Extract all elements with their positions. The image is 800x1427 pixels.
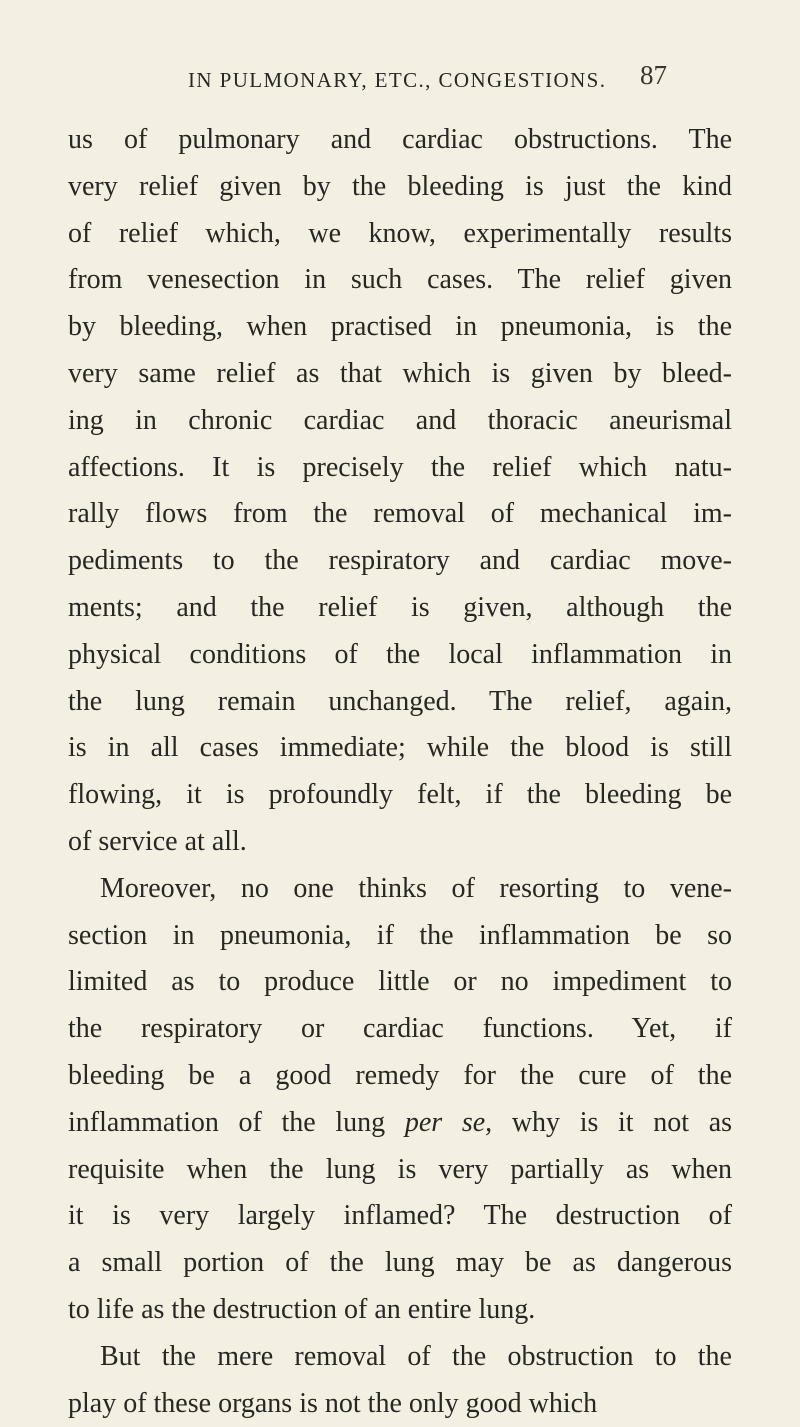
text-line: it is very largely inflamed? The destruction of [68, 1200, 732, 1232]
text-line: rally flows from the removal of mechanical im- [68, 498, 732, 530]
text-line: physical conditions of the local inflammation in [68, 638, 732, 670]
text-line: pediments to the respiratory and cardiac move- [68, 545, 732, 577]
text-line: bleeding be a good remedy for the cure of the [68, 1059, 732, 1091]
text-line: But the mere removal of the obstruction to the [100, 1340, 732, 1372]
text-line: limited as to produce little or no impediment to [68, 966, 732, 998]
text-line: ments; and the relief is given, although the [68, 591, 732, 623]
text-segment: inflammation of the lung [68, 1106, 386, 1138]
text-line: affections. It is precisely the relief which natu- [68, 451, 732, 483]
body-text [68, 117, 732, 1427]
running-head: IN PULMONARY, ETC., CONGESTIONS. [188, 68, 607, 92]
text-line: by bleeding, when practised in pneumonia, is the [68, 311, 732, 343]
text-line: is in all cases immediate; while the blood is still [68, 732, 732, 764]
text-line: ing in chronic cardiac and thoracic aneurismal [68, 404, 732, 436]
page-number: 87 [640, 60, 667, 90]
text-line: requisite when the lung is very partially as when [68, 1153, 732, 1185]
text-line: very relief given by the bleeding is just the kind [68, 170, 732, 202]
text-line: Moreover, no one thinks of resorting to vene- [100, 872, 732, 904]
text-line: very same relief as that which is given by bleed- [68, 357, 732, 389]
text-line: from venesection in such cases. The relief given [68, 264, 732, 296]
text-line: a small portion of the lung may be as dangerous [68, 1247, 732, 1279]
text-line: of service at all. [68, 825, 247, 857]
text-line: to life as the destruction of an entire lung. [68, 1293, 536, 1325]
text-line: section in pneumonia, if the inflammation be so [68, 919, 732, 951]
text-segment: why is it not as [511, 1106, 733, 1138]
text-line: flowing, it is profoundly felt, if the bleeding be [68, 779, 732, 811]
text-line: us of pulmonary and cardiac obstructions. The [68, 124, 732, 155]
italic-phrase: per se, [404, 1106, 493, 1138]
text-line: the lung remain unchanged. The relief, again, [68, 685, 732, 717]
text-line-with-italic [68, 1100, 732, 1147]
text-line: the respiratory or cardiac functions. Yet, if [68, 1013, 732, 1045]
text-line: of relief which, we know, experimentally results [68, 217, 732, 249]
text-line: play of these organs is not the only good which [68, 1387, 598, 1419]
